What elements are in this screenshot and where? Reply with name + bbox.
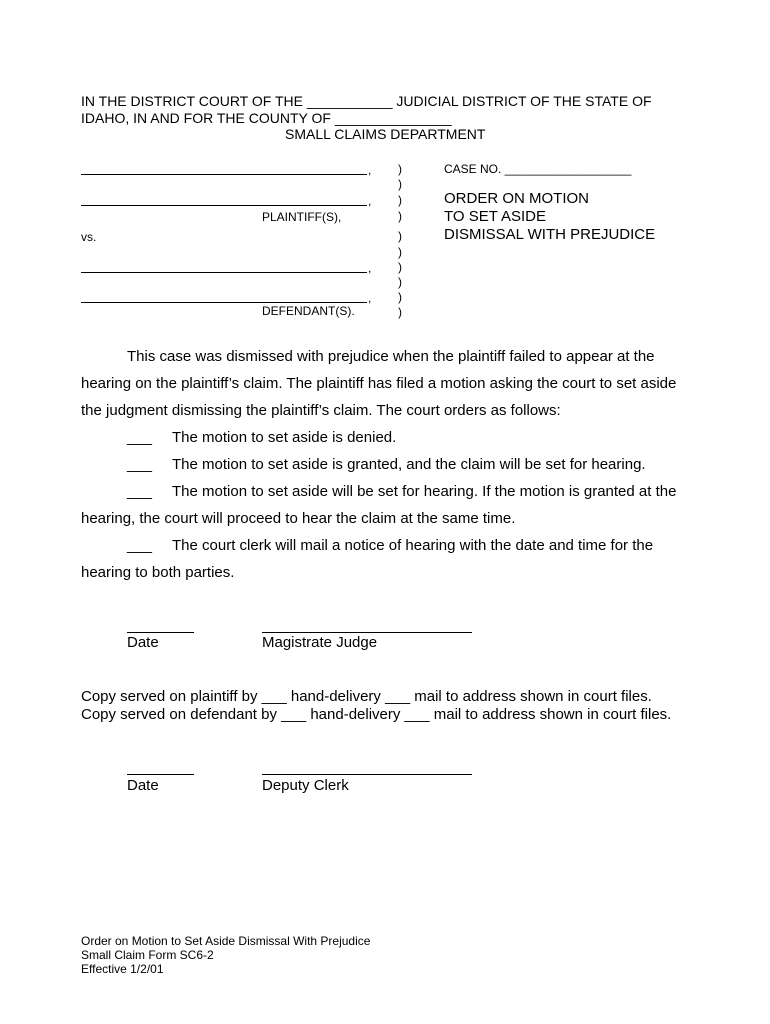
caption-paren: ) <box>398 260 402 274</box>
caption-paren: ) <box>398 209 402 223</box>
deputy-clerk-label: Deputy Clerk <box>262 777 349 794</box>
caption-paren: ) <box>398 290 402 304</box>
judge-signature-line[interactable] <box>262 632 472 633</box>
judge-date-line[interactable] <box>127 632 194 633</box>
option-4-checkbox-blank[interactable]: ___ <box>127 537 153 554</box>
option-3-checkbox-blank[interactable]: ___ <box>127 483 153 500</box>
court-header-line-3: SMALL CLAIMS DEPARTMENT <box>285 126 486 142</box>
vs-label: vs. <box>81 230 97 244</box>
comma: , <box>368 291 372 305</box>
court-header-line-1: IN THE DISTRICT COURT OF THE ___________ JUDICIAL DISTRICT OF THE STATE OF <box>81 93 652 109</box>
plaintiff-name-line-1[interactable] <box>81 174 367 175</box>
option-3-text-line-1: The motion to set aside will be set for hearing. If the motion is granted at the <box>172 483 677 500</box>
comma: , <box>368 163 372 177</box>
clerk-date-line[interactable] <box>127 774 194 775</box>
option-4-text-line-1: The court clerk will mail a notice of hearing with the date and time for the <box>172 537 654 554</box>
document-title-line-1: ORDER ON MOTION <box>444 190 589 207</box>
intro-paragraph-line-2: hearing on the plaintiff’s claim. The plaintiff has filed a motion asking the court to set aside <box>81 375 677 392</box>
caption-paren: ) <box>398 177 402 191</box>
service-plaintiff-line: Copy served on plaintiff by ___ hand-delivery ___ mail to address shown in court files. <box>81 688 652 705</box>
caption-paren: ) <box>398 229 402 243</box>
defendants-label: DEFENDANT(S). <box>262 304 355 318</box>
option-3-text-line-2: hearing, the court will proceed to hear the claim at the same time. <box>81 510 516 527</box>
footer-effective-date: Effective 1/2/01 <box>81 962 164 976</box>
caption-paren: ) <box>398 193 402 207</box>
intro-paragraph-line-3: the judgment dismissing the plaintiff’s claim. The court orders as follows: <box>81 402 561 419</box>
option-1-text: The motion to set aside is denied. <box>172 429 397 446</box>
case-number-field[interactable]: CASE NO. ___________________ <box>444 162 632 176</box>
document-title-line-3: DISMISSAL WITH PREJUDICE <box>444 226 656 243</box>
defendant-name-line-2[interactable] <box>81 302 367 303</box>
document-title-line-2: TO SET ASIDE <box>444 208 546 225</box>
service-defendant-line: Copy served on defendant by ___ hand-delivery ___ mail to address shown in court files. <box>81 706 672 723</box>
judge-date-label: Date <box>127 634 159 651</box>
plaintiffs-label: PLAINTIFF(S), <box>262 210 342 224</box>
caption-paren: ) <box>398 245 402 259</box>
caption-paren: ) <box>398 162 402 176</box>
magistrate-judge-label: Magistrate Judge <box>262 634 378 651</box>
option-2-text: The motion to set aside is granted, and the claim will be set for hearing. <box>172 456 646 473</box>
option-4-text-line-2: hearing to both parties. <box>81 564 235 581</box>
clerk-date-label: Date <box>127 777 159 794</box>
plaintiff-name-line-2[interactable] <box>81 205 367 206</box>
option-1-checkbox-blank[interactable]: ___ <box>127 429 153 446</box>
defendant-name-line-1[interactable] <box>81 272 367 273</box>
footer-form-title: Order on Motion to Set Aside Dismissal With Prejudice <box>81 934 371 948</box>
court-header-line-2: IDAHO, IN AND FOR THE COUNTY OF _______________ <box>81 110 452 126</box>
clerk-signature-line[interactable] <box>262 774 472 775</box>
caption-paren: ) <box>398 275 402 289</box>
caption-paren: ) <box>398 305 402 319</box>
comma: , <box>368 194 372 208</box>
footer-form-number: Small Claim Form SC6-2 <box>81 948 214 962</box>
option-2-checkbox-blank[interactable]: ___ <box>127 456 153 473</box>
comma: , <box>368 261 372 275</box>
intro-paragraph-line-1: This case was dismissed with prejudice when the plaintiff failed to appear at the <box>127 348 655 365</box>
